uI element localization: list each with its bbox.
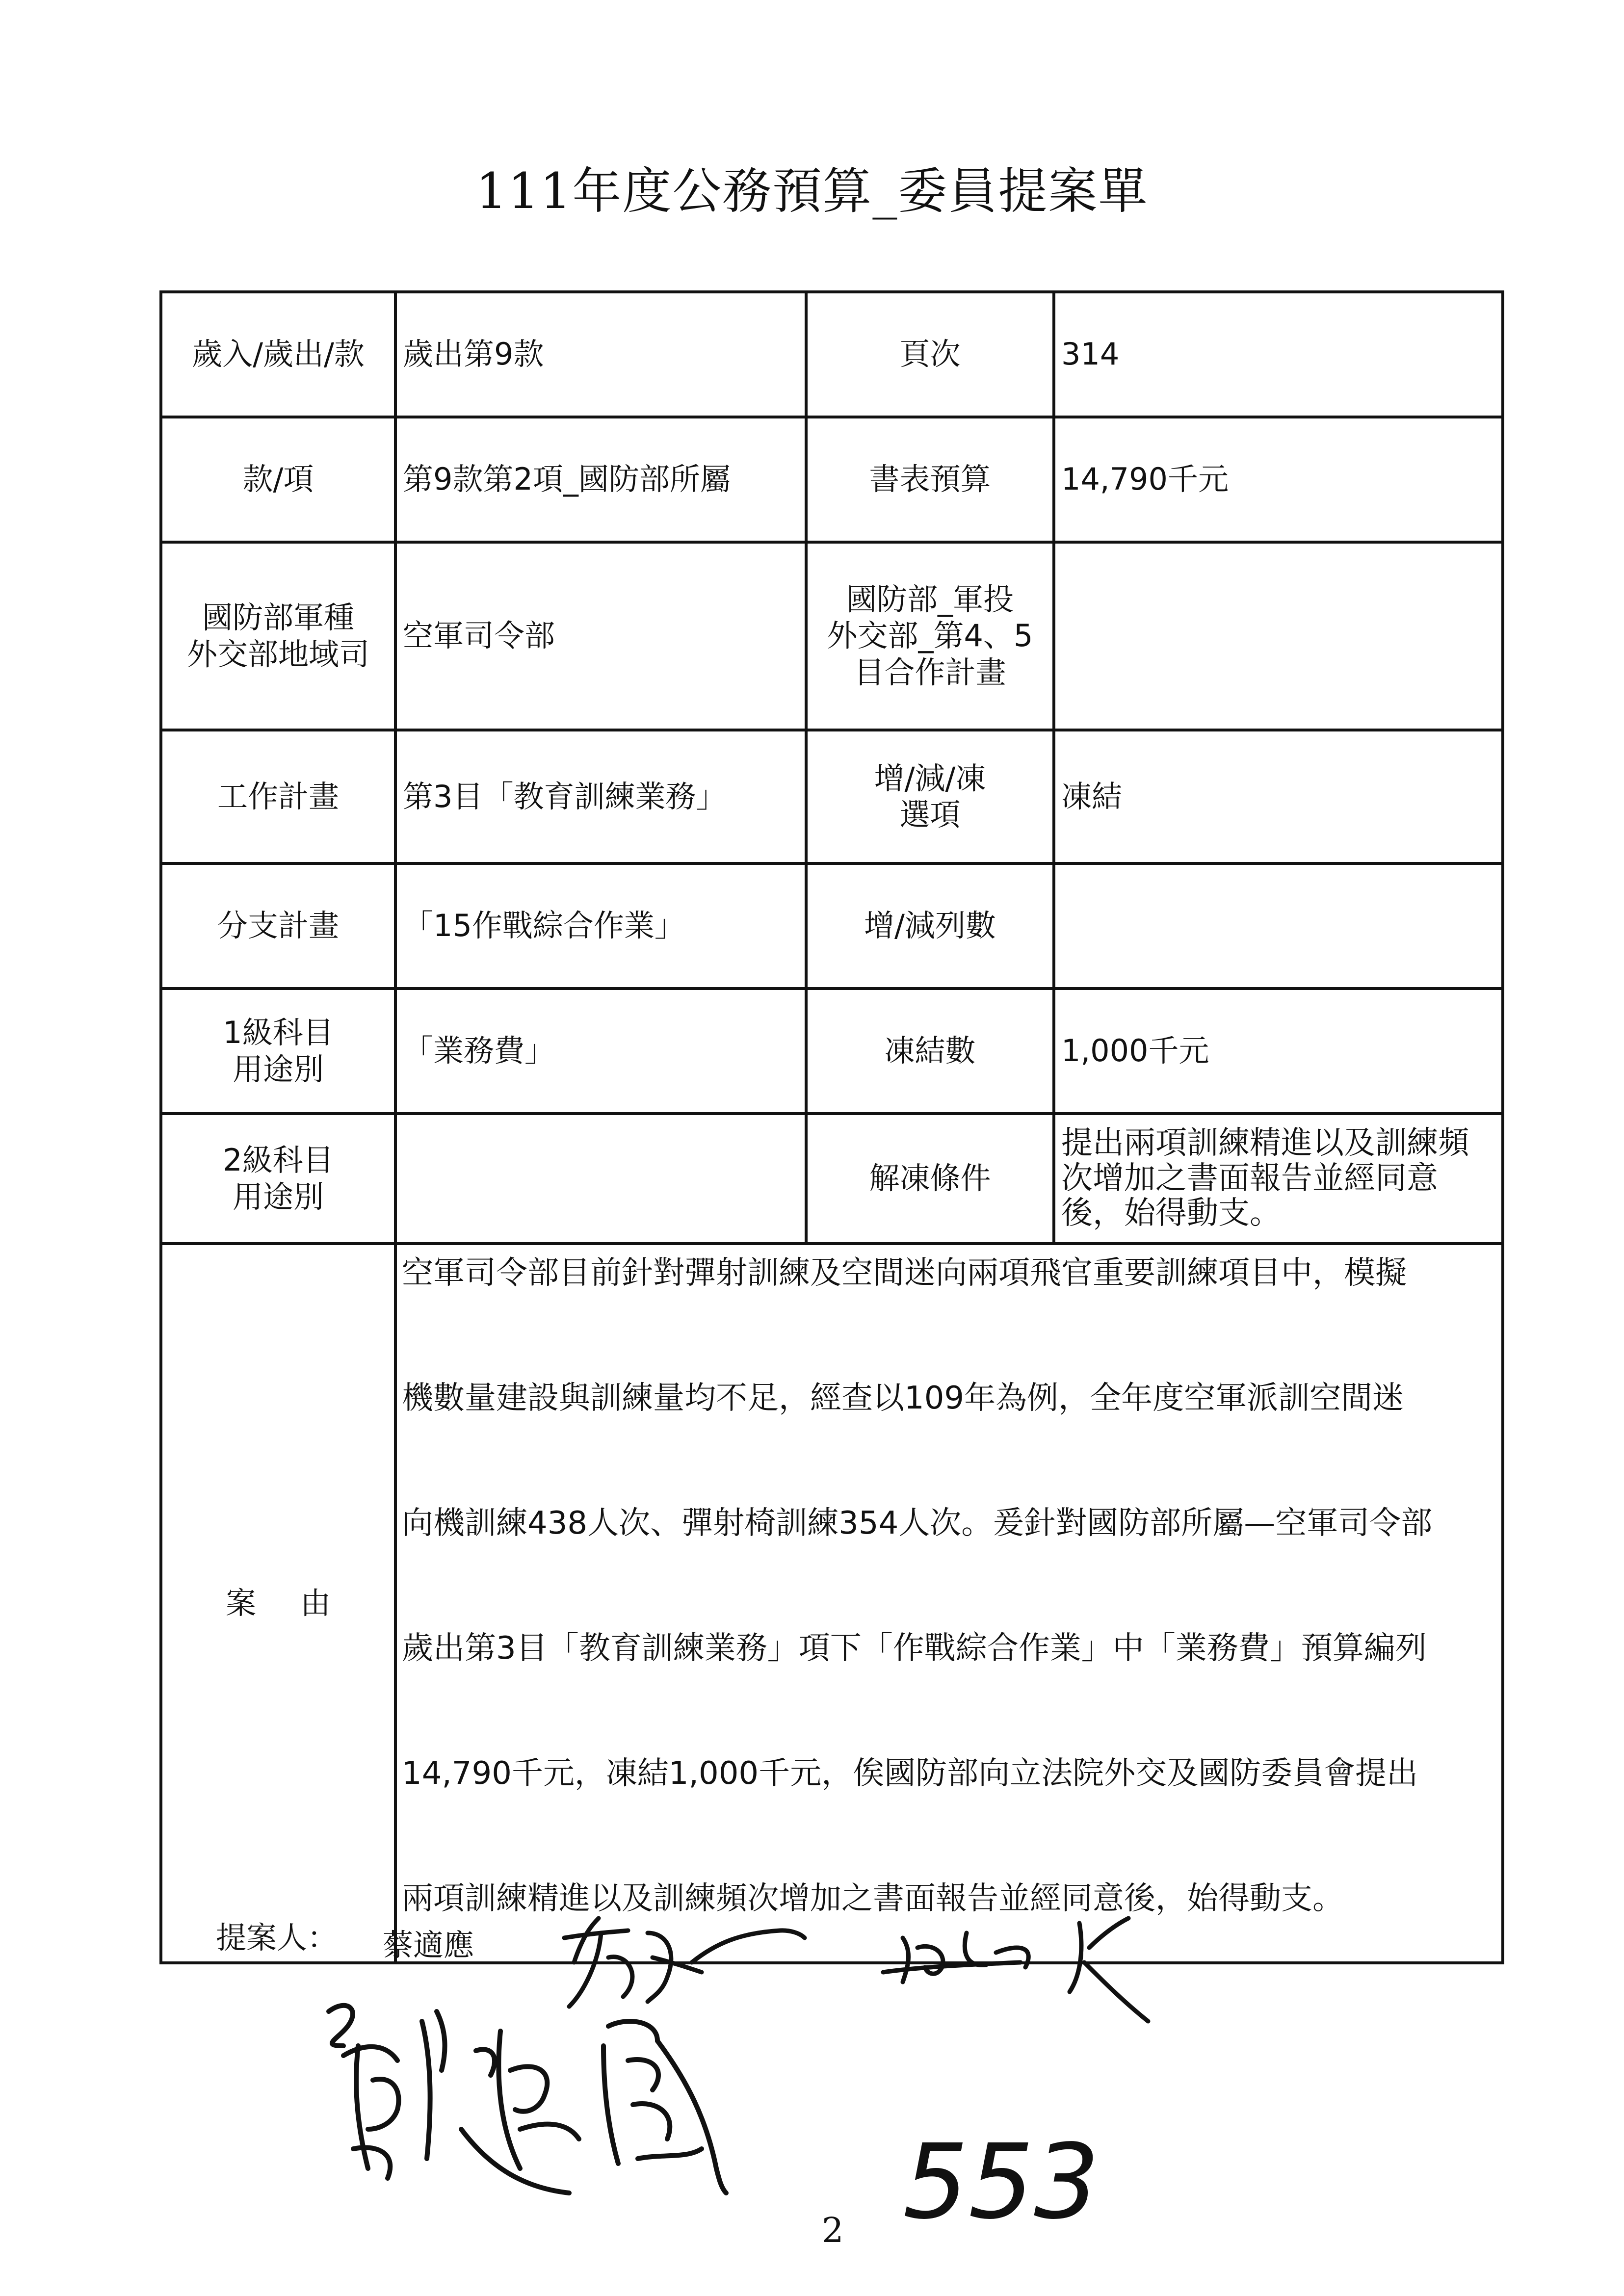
level1-subject-value: 「業務費」 bbox=[395, 989, 806, 1114]
adjustment-amount-value bbox=[1054, 863, 1503, 989]
work-plan-label: 工作計畫 bbox=[161, 730, 395, 863]
proposal-form-table bbox=[159, 290, 1504, 1964]
cooperation-plan-value bbox=[1054, 542, 1503, 730]
reason-text bbox=[397, 1244, 1501, 1961]
statement-budget-label: 書表預算 bbox=[806, 417, 1054, 542]
form-row-reason bbox=[161, 1244, 1503, 1963]
level1-subject-label-line: 1級科目 bbox=[223, 1015, 334, 1051]
military-branch-label bbox=[161, 542, 395, 730]
reason-line: 14,790千元，凍結1,000千元，俟國防部向立法院外交及國防委員會提出 bbox=[402, 1755, 1418, 1792]
adjustment-amount-label: 增/減列數 bbox=[806, 863, 1054, 989]
reason-line: 機數量建設與訓練量均不足，經查以109年為例，全年度空軍派訓空間迷 bbox=[402, 1380, 1404, 1416]
budget-section-label: 歲入/歲出/款 bbox=[161, 292, 395, 417]
level2-subject-value bbox=[395, 1114, 806, 1244]
adjustment-option-label bbox=[806, 730, 1054, 863]
frozen-amount-value: 1,000千元 bbox=[1054, 989, 1503, 1114]
item-label: 款/項 bbox=[161, 417, 395, 542]
form-row-budget-section bbox=[161, 292, 1503, 417]
military-branch-value: 空軍司令部 bbox=[395, 542, 806, 730]
unfreeze-condition-label: 解凍條件 bbox=[806, 1114, 1054, 1244]
signature-liu bbox=[314, 1982, 756, 2213]
adjustment-option-label-line: 選項 bbox=[899, 797, 961, 833]
level1-subject-label-line: 用途別 bbox=[232, 1051, 324, 1087]
form-row-unit bbox=[161, 542, 1503, 730]
cooperation-plan-label bbox=[806, 542, 1054, 730]
signature-lin bbox=[873, 1894, 1178, 2031]
document-title: 111年度公務預算_委員提案單 bbox=[475, 162, 1149, 220]
form-row-level1-subject bbox=[161, 989, 1503, 1114]
form-row-level2-subject bbox=[161, 1114, 1503, 1244]
reason-line: 兩項訓練精進以及訓練頻次增加之書面報告並經同意後，始得動支。 bbox=[402, 1880, 1344, 1917]
cooperation-plan-label-line: 國防部_軍投 bbox=[846, 581, 1014, 617]
adjustment-option-value: 凍結 bbox=[1054, 730, 1503, 863]
reason-line: 歲出第3目「教育訓練業務」項下「作戰綜合作業」中「業務費」預算編列 bbox=[402, 1630, 1427, 1667]
reason-line: 向機訓練438人次、彈射椅訓練354人次。爰針對國防部所屬—空軍司令部 bbox=[402, 1505, 1433, 1541]
page-ref-value: 314 bbox=[1054, 292, 1503, 417]
level1-subject-label bbox=[161, 989, 395, 1114]
branch-plan-label: 分支計畫 bbox=[161, 863, 395, 989]
handwritten-number-text: 553 bbox=[903, 2122, 1100, 2237]
level2-subject-label-line: 用途別 bbox=[232, 1178, 324, 1215]
unfreeze-condition-value: 提出兩項訓練精進以及訓練頻次增加之書面報告並經同意後，始得動支。 bbox=[1054, 1114, 1503, 1244]
proposer-name: 蔡適應 bbox=[383, 1927, 474, 1963]
form-row-work-plan bbox=[161, 730, 1503, 863]
form-row-branch-plan bbox=[161, 863, 1503, 989]
budget-section-value: 歲出第9款 bbox=[395, 292, 806, 417]
reason-content bbox=[395, 1244, 1503, 1963]
handwritten-page-number bbox=[898, 2119, 1104, 2237]
level2-subject-label bbox=[161, 1114, 395, 1244]
reason-line: 空軍司令部目前針對彈射訓練及空間迷向兩項飛官重要訓練項目中，模擬 bbox=[402, 1255, 1407, 1291]
reason-label bbox=[161, 1244, 395, 1963]
cooperation-plan-label-line: 目合作計畫 bbox=[854, 654, 1006, 690]
form-row-item bbox=[161, 417, 1503, 542]
cooperation-plan-label-line: 外交部_第4、5 bbox=[827, 618, 1033, 654]
military-branch-label-line: 國防部軍種 bbox=[202, 600, 354, 636]
page-number: 2 bbox=[822, 2210, 844, 2250]
regional-dept-label-line: 外交部地域司 bbox=[186, 636, 369, 672]
proposer-label: 提案人： bbox=[216, 1920, 338, 1956]
level2-subject-label-line: 2級科目 bbox=[223, 1142, 334, 1178]
statement-budget-value: 14,790千元 bbox=[1054, 417, 1503, 542]
item-value: 第9款第2項_國防部所屬 bbox=[395, 417, 806, 542]
work-plan-value: 第3目「教育訓練業務」 bbox=[395, 730, 806, 863]
reason-label-text: 案由 bbox=[225, 1585, 375, 1621]
page-ref-label: 頁次 bbox=[806, 292, 1054, 417]
frozen-amount-label: 凍結數 bbox=[806, 989, 1054, 1114]
adjustment-option-label-line: 增/減/凍 bbox=[874, 760, 986, 796]
branch-plan-value: 「15作戰綜合作業」 bbox=[395, 863, 806, 989]
